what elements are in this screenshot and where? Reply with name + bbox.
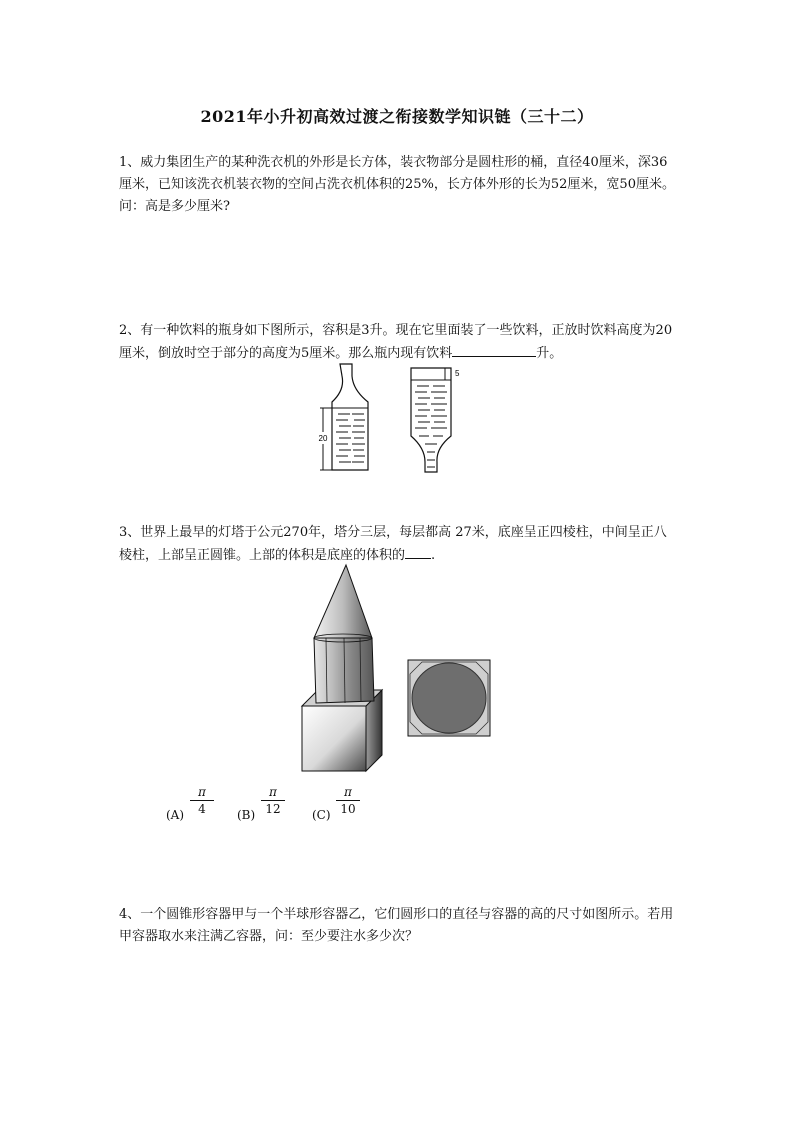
square-circle-figure: [406, 658, 492, 738]
choice-a-denominator: 4: [198, 802, 206, 816]
lighthouse-figure: [296, 563, 388, 775]
question-1-text: 1、威力集团生产的某种洗衣机的外形是长方体，装衣物部分是圆柱形的桶，直径40厘米，深36厘米，已知该洗衣机装衣物的空间占洗衣机体积的25%，长方体外形的长为52厘米，宽50厘米。问：高是多少厘米?: [119, 155, 675, 214]
question-1: [119, 152, 679, 218]
bottle-upright-outline: [332, 364, 368, 470]
base-prism-front: [302, 706, 366, 771]
answer-blank: [452, 342, 536, 357]
choice-b-numerator: π: [261, 785, 285, 801]
question-2-text: 2、有一种饮料的瓶身如下图所示，容积是3升。现在它里面装了一些饮料，正放时饮料高度为20厘米，倒放时空于部分的高度为5厘米。那么瓶内现有饮料: [119, 323, 673, 361]
choice-c-label[interactable]: (C): [312, 808, 331, 822]
choice-c-denominator: 10: [340, 802, 356, 816]
circle-cone-base: [412, 663, 486, 733]
answer-blank: [405, 544, 431, 559]
question-2: [119, 320, 679, 365]
question-3-end: .: [431, 548, 436, 563]
height-label-20: 20: [318, 434, 328, 443]
question-4: [119, 904, 679, 948]
height-label-5: 5: [455, 369, 460, 378]
cone-top: [314, 565, 372, 638]
choice-b-label[interactable]: (B): [237, 808, 256, 822]
question-2-unit: 升。: [536, 346, 563, 361]
choice-c-fraction: [336, 785, 360, 816]
choice-a-fraction: [190, 785, 214, 816]
page-title: 2021年小升初高效过渡之衔接数学知识链（三十二）: [200, 107, 594, 126]
choice-a-numerator: π: [190, 785, 214, 801]
bottle-upright-figure: [312, 360, 382, 475]
choice-b-fraction: [261, 785, 285, 816]
bottle-inverted-figure: [405, 360, 475, 475]
question-3-text: 3、世界上最早的灯塔于公元270年，塔分三层，每层都高 27米，底座呈正四棱柱，中间呈正八棱柱，上部呈正圆锥。上部的体积是底座的体积的: [119, 525, 667, 563]
choice-a-label[interactable]: (A): [166, 808, 185, 822]
choice-c-numerator: π: [336, 785, 360, 801]
choice-b-denominator: 12: [265, 802, 281, 816]
question-4-text: 4、一个圆锥形容器甲与一个半球形容器乙，它们圆形口的直径与容器的高的尺寸如图所示。若用甲容器取水来注满乙容器，问：至少要注水多少次？: [119, 907, 674, 944]
bottle-inverted-outline: [411, 368, 451, 472]
question-3: [119, 522, 679, 567]
